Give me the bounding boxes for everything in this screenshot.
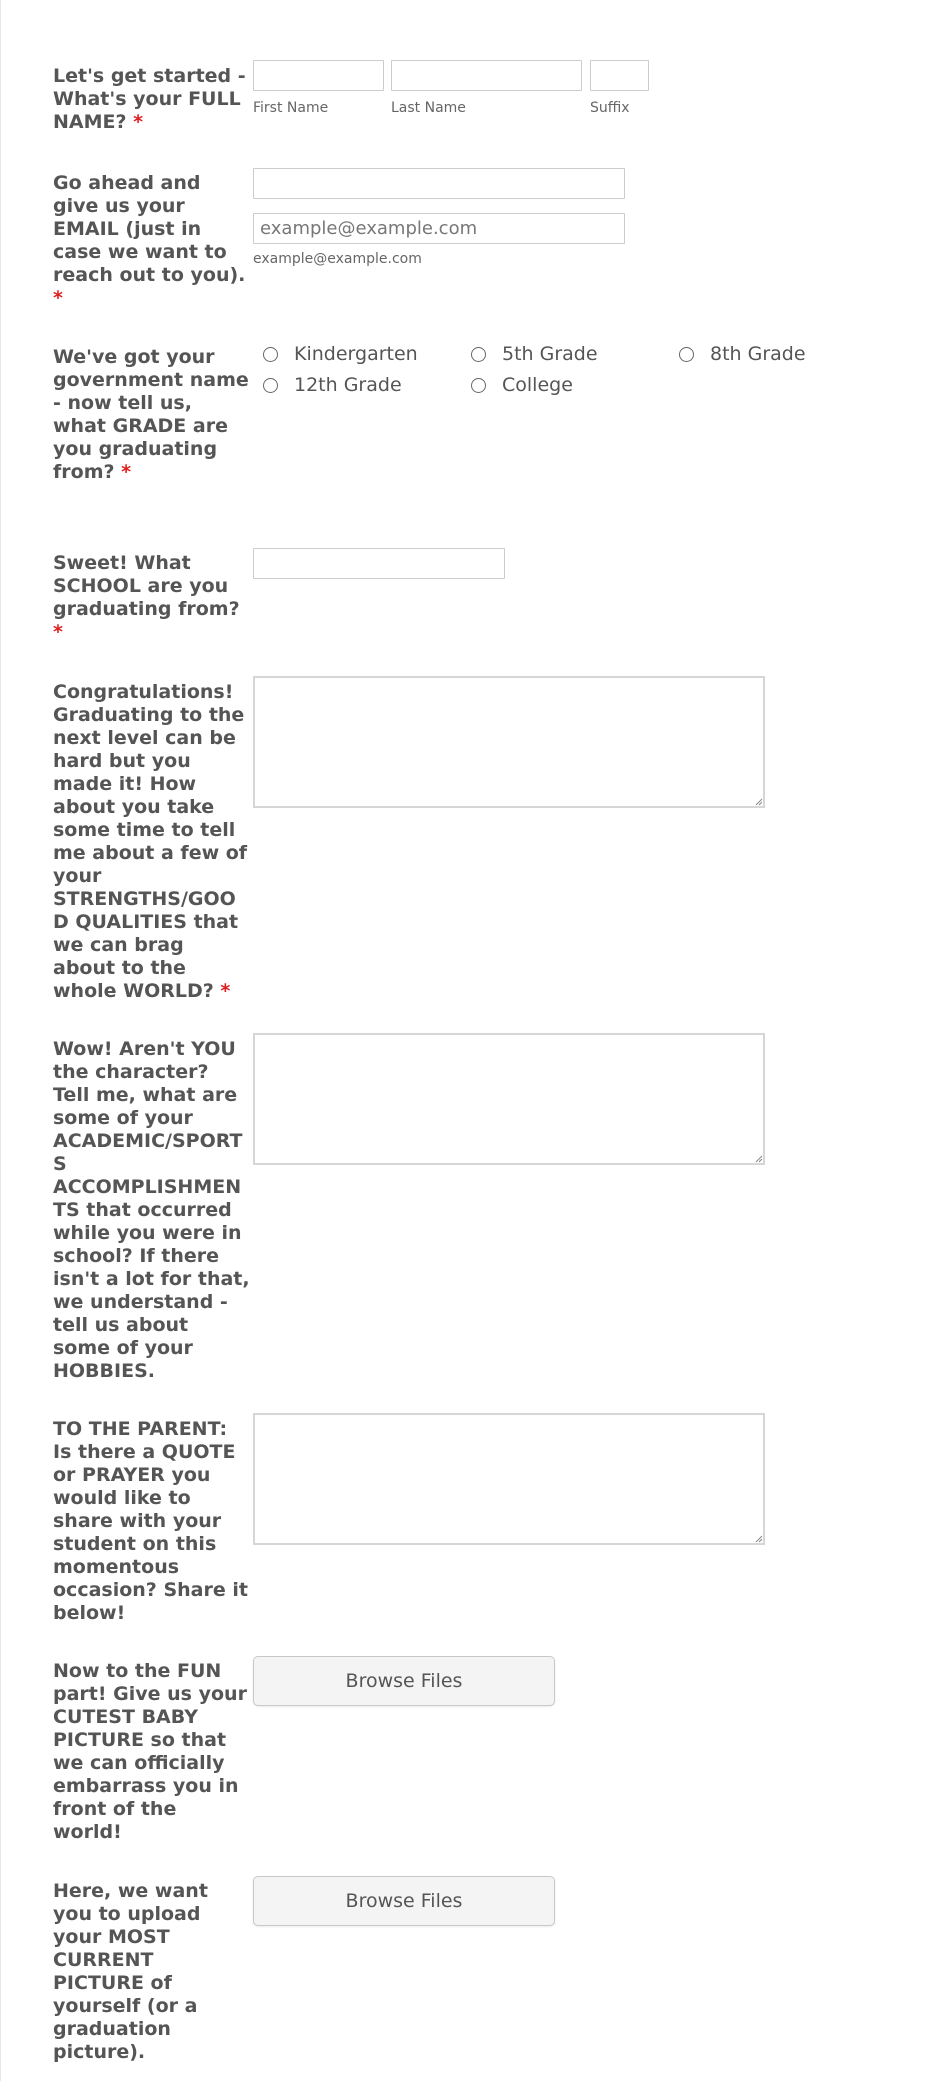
grade-option-college[interactable] — [471, 373, 573, 397]
radio-circle[interactable] — [263, 378, 278, 393]
radio-circle[interactable] — [471, 347, 486, 362]
full-name-question-text: Let's get started - What's your FULL NAME? — [53, 65, 246, 133]
grade-question — [53, 346, 250, 484]
last-name-input[interactable] — [391, 60, 582, 91]
email-question — [53, 172, 250, 310]
current-picture-browse-button[interactable]: Browse Files — [253, 1876, 555, 1926]
accomplishments-textarea[interactable] — [253, 1033, 765, 1165]
resize-grip-icon[interactable] — [753, 1153, 763, 1163]
first-name-input[interactable] — [253, 60, 384, 91]
suffix-input[interactable] — [590, 60, 649, 91]
school-question — [53, 552, 250, 644]
parent-quote-textarea-wrap — [253, 1413, 765, 1545]
radio-label: Kindergarten — [294, 343, 418, 365]
accomplishments-textarea-wrap — [253, 1033, 765, 1165]
baby-picture-question-text: Now to the FUN part! Give us your CUTEST BABY PICTURE so that we can officially embarrass you in front of the world! — [53, 1660, 247, 1843]
strengths-textarea[interactable] — [253, 676, 765, 808]
required-asterisk: * — [220, 980, 231, 1002]
grade-option-12th-grade[interactable] — [263, 373, 402, 397]
school-question-text: Sweet! What SCHOOL are you graduating from? — [53, 552, 240, 620]
current-picture-question-text: Here, we want you to upload your MOST CURRENT PICTURE of yourself (or a graduation picture). — [53, 1880, 208, 2063]
parent-quote-question — [53, 1418, 250, 1625]
grade-option-kindergarten[interactable] — [263, 342, 418, 366]
resize-grip-icon[interactable] — [753, 796, 763, 806]
current-picture-question — [53, 1880, 250, 2064]
radio-label: 5th Grade — [502, 343, 598, 365]
parent-quote-question-text: TO THE PARENT: Is there a QUOTE or PRAYER you would like to share with your student on this momentous occasion? Share it below! — [53, 1418, 248, 1624]
suffix-sublabel: Suffix — [590, 100, 630, 116]
grade-option-8th-grade[interactable] — [679, 342, 806, 366]
email-confirm-input[interactable] — [253, 213, 625, 244]
last-name-sublabel: Last Name — [391, 100, 466, 116]
full-name-question — [53, 65, 250, 134]
strengths-question-text: Congratulations! Graduating to the next level can be hard but you made it! How about you take some time to tell me about a few of your STRENGTHS/GOOD QUALITIES that we can brag about to the whole WORLD? — [53, 681, 248, 1002]
first-name-sublabel: First Name — [253, 100, 329, 116]
accomplishments-question — [53, 1038, 250, 1383]
strengths-textarea-wrap — [253, 676, 765, 808]
strengths-question — [53, 681, 250, 1003]
required-asterisk: * — [133, 111, 144, 133]
email-sublabel: example@example.com — [253, 251, 422, 267]
required-asterisk: * — [53, 621, 63, 643]
resize-grip-icon[interactable] — [753, 1533, 763, 1543]
radio-circle[interactable] — [263, 347, 278, 362]
radio-label: College — [502, 374, 573, 396]
radio-circle[interactable] — [471, 378, 486, 393]
email-input[interactable] — [253, 168, 625, 199]
required-asterisk: * — [53, 287, 63, 309]
radio-label: 12th Grade — [294, 374, 402, 396]
email-question-text: Go ahead and give us your EMAIL (just in case we want to reach out to you). — [53, 172, 246, 286]
grade-option-5th-grade[interactable] — [471, 342, 598, 366]
radio-circle[interactable] — [679, 347, 694, 362]
baby-picture-browse-button[interactable]: Browse Files — [253, 1656, 555, 1706]
baby-picture-question — [53, 1660, 250, 1844]
left-border-line — [0, 0, 1, 2081]
required-asterisk: * — [121, 461, 132, 483]
school-input[interactable] — [253, 548, 505, 579]
accomplishments-question-text: Wow! Aren't YOU the character? Tell me, what are some of your ACADEMIC/SPORTS ACCOMPLISHMENTS that occurred while you were in school? If there isn't a lot for that, we understand - tell us about some of your HOBBIES. — [53, 1038, 250, 1382]
radio-label: 8th Grade — [710, 343, 806, 365]
parent-quote-textarea[interactable] — [253, 1413, 765, 1545]
grade-question-text: We've got your government name - now tell us, what GRADE are you graduating from? — [53, 346, 249, 483]
